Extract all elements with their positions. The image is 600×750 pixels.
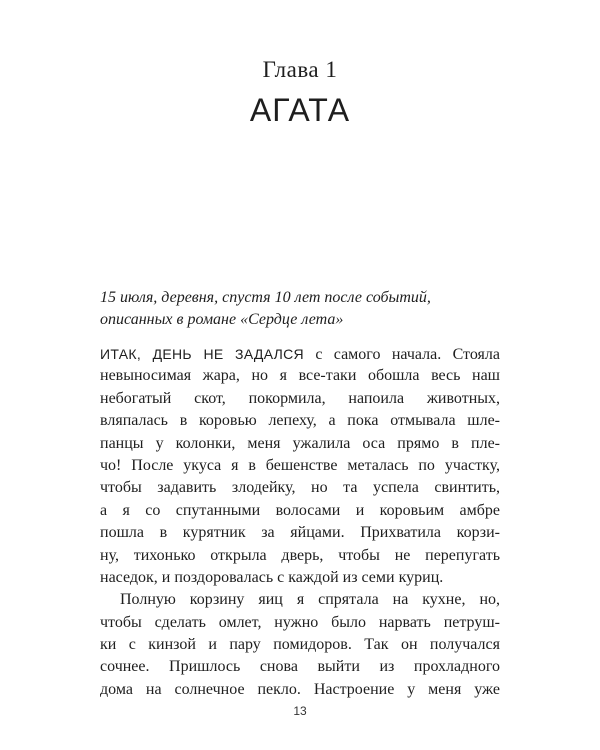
lead-in: ИТАК, ДЕНЬ НЕ ЗАДАЛСЯ — [100, 346, 304, 362]
chapter-title: АГАТА — [249, 92, 351, 128]
body-line: чтобы сделать омлет, нужно было нарвать петруш- — [100, 613, 500, 631]
body-line: сочнее. Пришлось снова выйти из прохладного — [100, 658, 500, 676]
body-line: пошла в курятник за яйцами. Прихватила корзи- — [100, 524, 500, 542]
body-line: ну, тихонько открыла дверь, чтобы не перепугать — [100, 546, 500, 564]
page-number: 13 — [293, 704, 307, 718]
body-line: наседок, и поздоровалась с каждой из семи куриц. — [100, 568, 444, 586]
body-line-text: с самого начала. Стояла — [303, 346, 500, 363]
epigraph — [100, 287, 510, 331]
body-line: а я со спутанными волосами и коровьим амбре — [100, 501, 500, 519]
body-line: невыносимая жара, но я все-таки обошла весь наш — [100, 367, 500, 385]
body-line: панцы у колонки, меня ужалила оса прямо в пле- — [100, 434, 500, 452]
body-line — [100, 343, 500, 365]
epigraph-line: описанных в романе «Сердце лета» — [100, 311, 344, 328]
body-text — [100, 343, 500, 701]
body-line: небогатый скот, покормила, напоила животных, — [100, 389, 500, 407]
epigraph-line: 15 июля, деревня, спустя 10 лет после событий, — [100, 289, 431, 306]
body-line: чо! После укуса я в бешенстве металась по участку, — [100, 456, 500, 474]
body-line: вляпалась в коровью лепеху, а пока отмывала шле- — [100, 412, 500, 430]
body-line: чтобы задавить злодейку, но та успела свинтить, — [100, 479, 500, 497]
body-line: Полную корзину яиц я спрятала на кухне, но, — [120, 591, 500, 609]
body-line: дома на солнечное пекло. Настроение у меня уже — [100, 680, 500, 698]
chapter-label: Глава 1 — [262, 57, 338, 82]
body-line: ки с кинзой и пару помидоров. Так он получался — [100, 636, 500, 654]
